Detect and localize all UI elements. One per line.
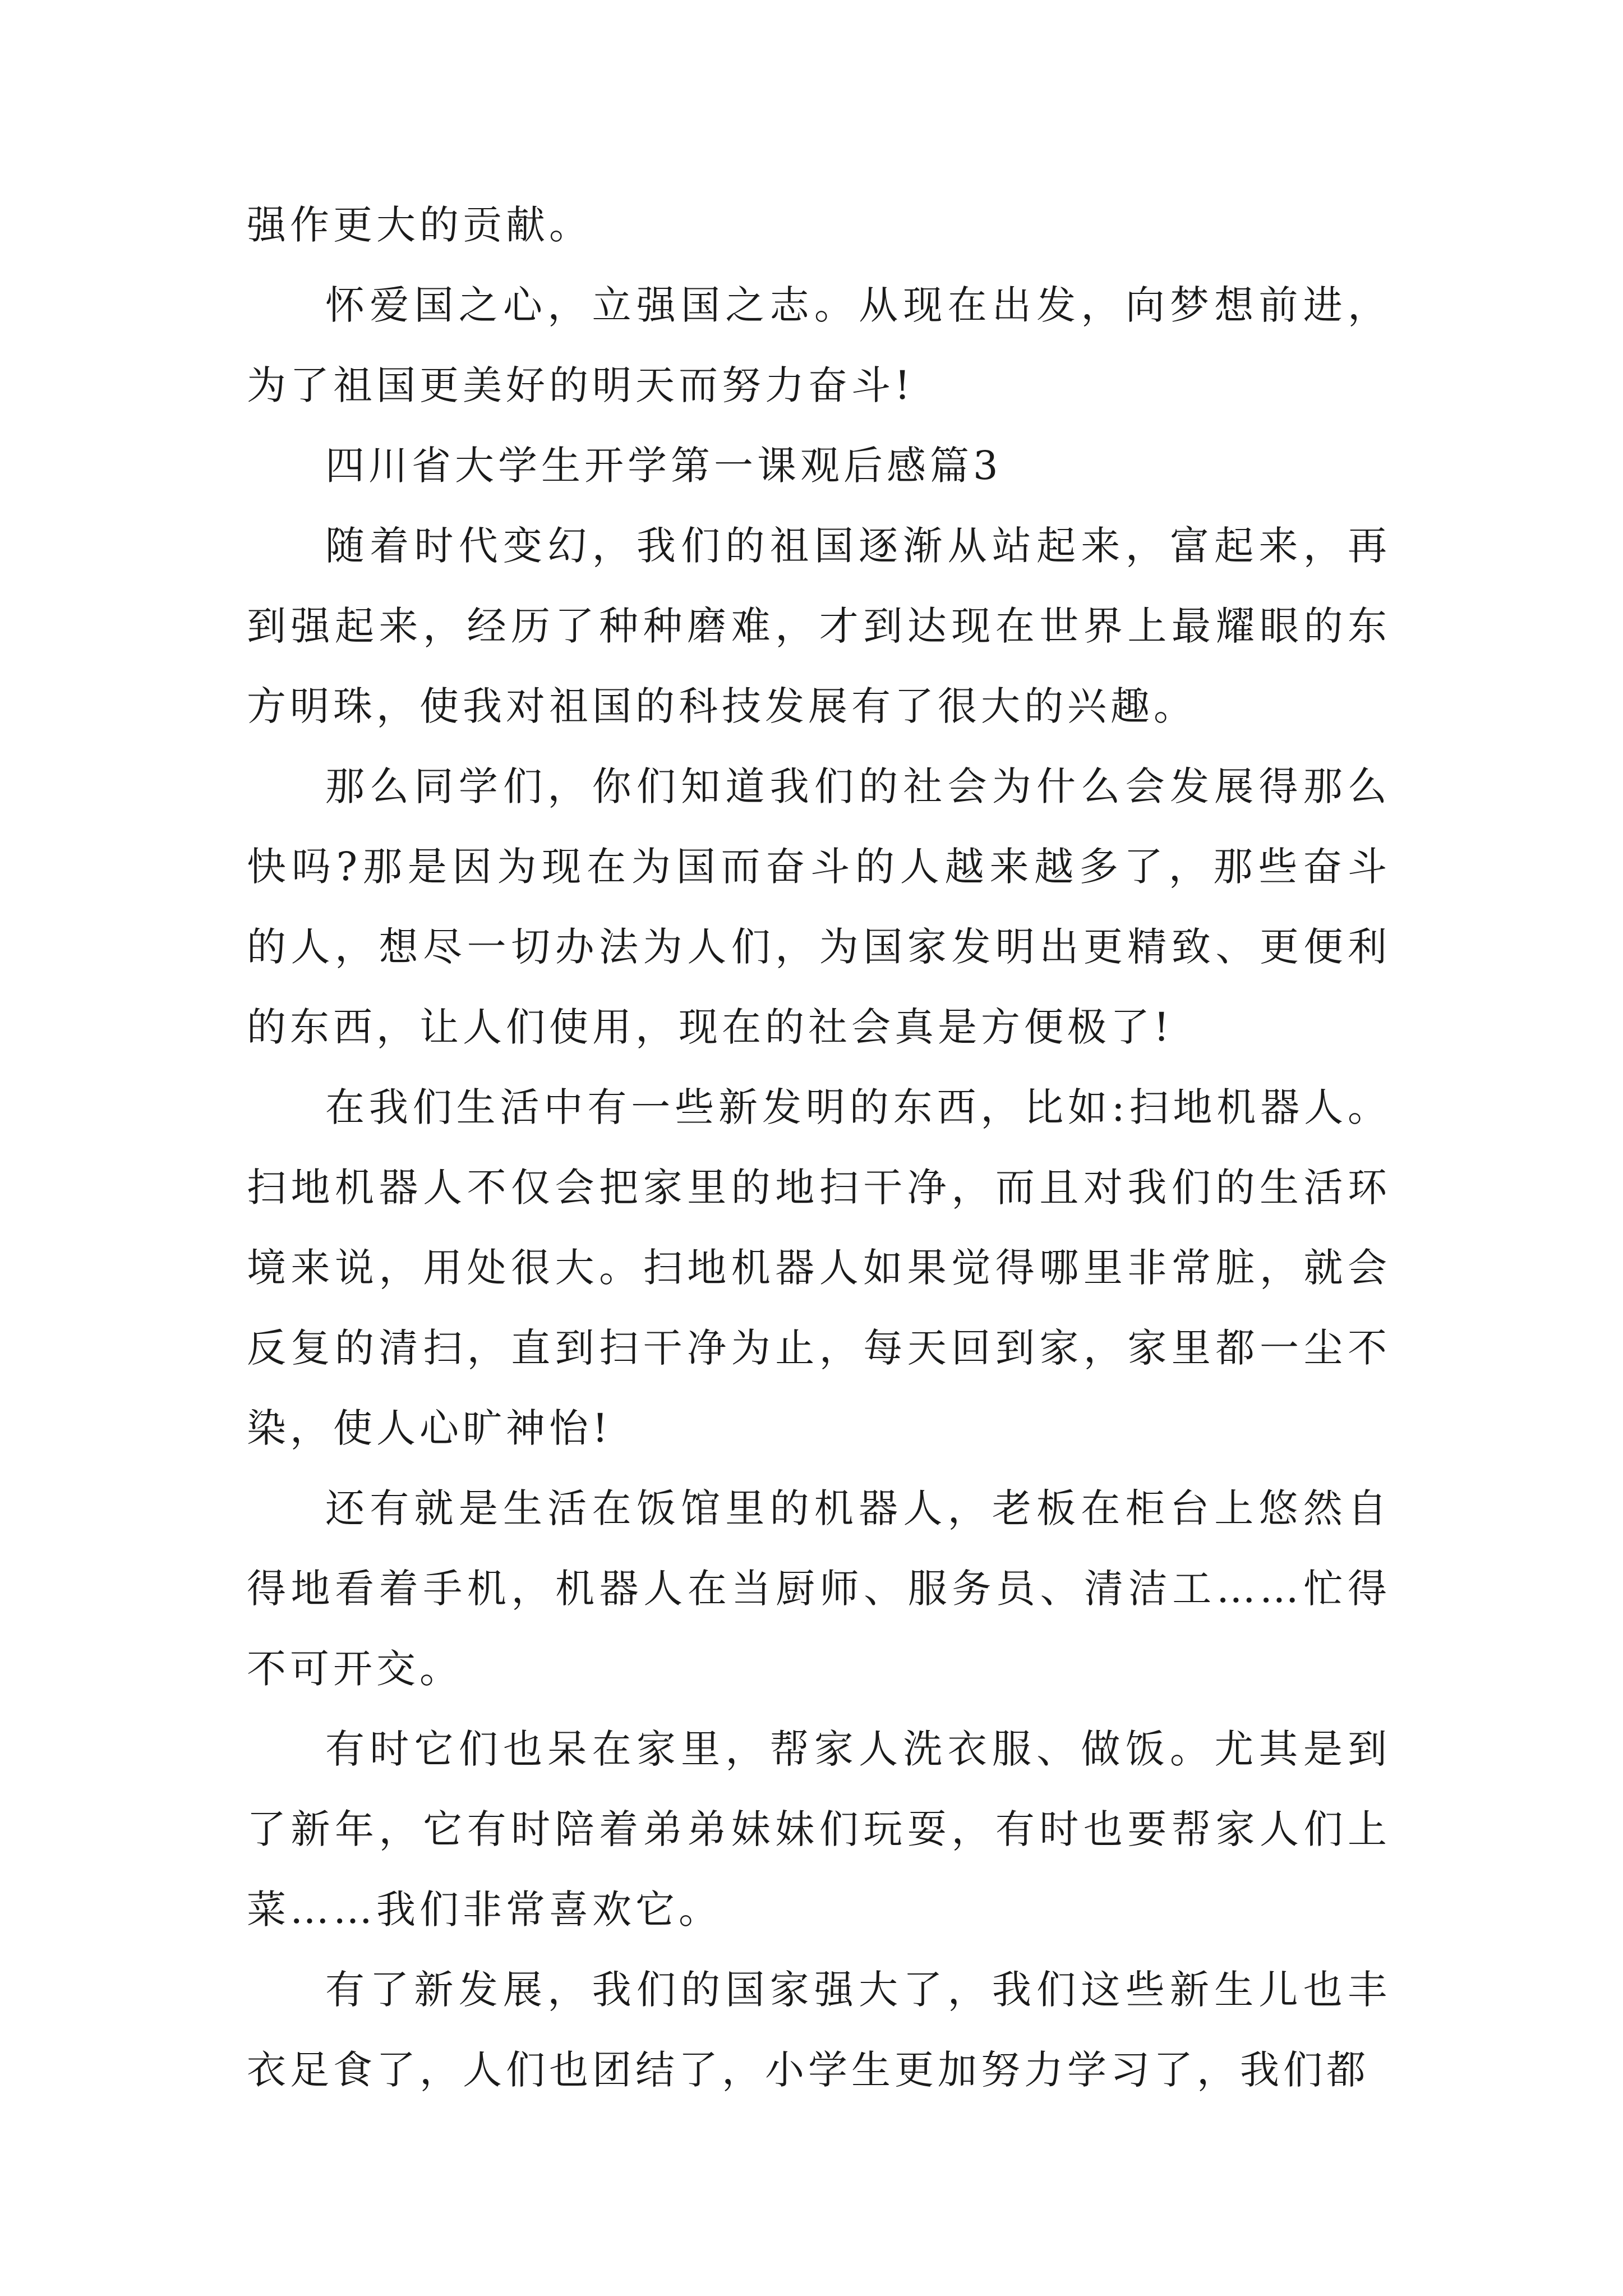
paragraph: 有时它们也呆在家里，帮家人洗衣服、做饭。尤其是到了新年，它有时陪着弟弟妹妹们玩耍，有时也要帮家人们上菜……我们非常喜欢它。 — [247, 1726, 1391, 1932]
paragraph: 怀爱国之心，立强国之志。从现在出发，向梦想前进，为了祖国更美好的明天而努力奋斗! — [247, 282, 1391, 408]
paragraph: 随着时代变幻，我们的祖国逐渐从站起来，富起来，再到强起来，经历了种种磨难，才到达现在世界上最耀眼的东方明珠，使我对祖国的科技发展有了很大的兴趣。 — [247, 523, 1391, 729]
document-body — [247, 185, 1391, 2110]
paragraph: 在我们生活中有一些新发明的东西，比如:扫地机器人。扫地机器人不仅会把家里的地扫干净，而且对我们的生活环境来说，用处很大。扫地机器人如果觉得哪里非常脏，就会反复的清扫，直到扫干净为止，每天回到家，家里都一尘不染，使人心旷神怡! — [247, 1084, 1391, 1451]
section-heading: 四川省大学生开学第一课观后感篇3 — [325, 443, 1002, 489]
paragraph: 还有就是生活在饭馆里的机器人，老板在柜台上悠然自得地看着手机，机器人在当厨师、服务员、清洁工……忙得不可开交。 — [247, 1485, 1391, 1692]
paragraph-continuation: 强作更大的贡献。 — [247, 202, 592, 248]
paragraph: 有了新发展，我们的国家强大了，我们这些新生儿也丰衣足食了，人们也团结了，小学生更加努力学习了，我们都 — [247, 1967, 1391, 2093]
paragraph: 那么同学们，你们知道我们的社会为什么会发展得那么快吗?那是因为现在为国而奋斗的人越来越多了，那些奋斗的人，想尽一切办法为人们，为国家发明出更精致、更便利的东西，让人们使用，现在的社会真是方便极了! — [247, 763, 1391, 1050]
